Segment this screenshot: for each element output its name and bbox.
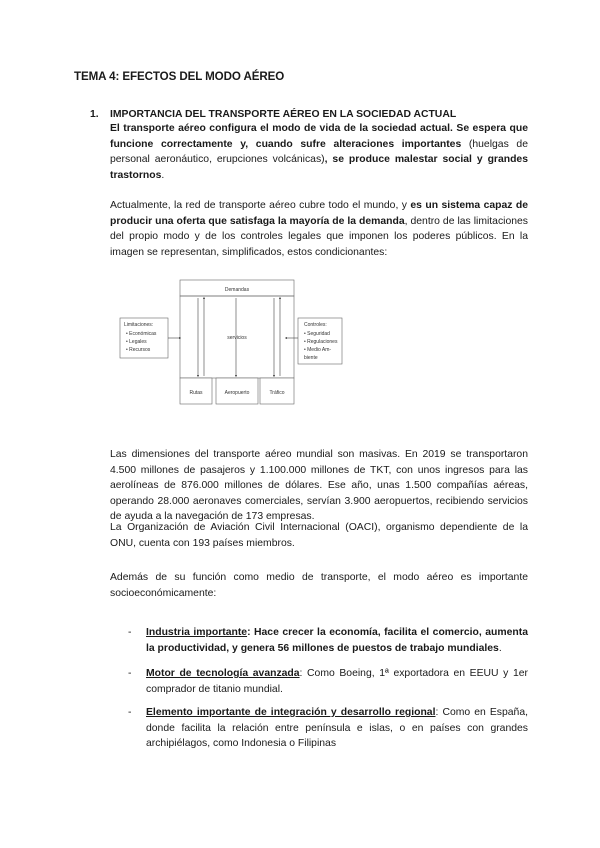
limitations-item: • Legales	[126, 339, 147, 345]
list-item-text: : Como Boeing, 1ª exportadora en EEUU y 1er comprador de titanio mundial.	[146, 668, 528, 695]
controls-item: • Seguridad	[304, 331, 330, 337]
intro-text-1: (huelgas de personal aeronáutico, erupciones volcánicas)	[110, 138, 528, 166]
airport-label: Aeropuerto	[224, 390, 250, 396]
list-item	[146, 625, 528, 656]
paragraph-oaci: La Organización de Aviación Civil Internacional (OACI), organismo dependiente de la ONU, cuenta con 193 países miembros.	[110, 522, 528, 549]
list-item-label: Motor de tecnología avanzada	[146, 668, 300, 679]
bullet-dash: -	[128, 707, 132, 718]
controls-title: Controles:	[304, 322, 327, 328]
list-item-text: .	[498, 642, 502, 654]
controls-item: • Regulaciones	[304, 339, 338, 345]
diagram-svg	[118, 276, 344, 408]
section-heading-text: IMPORTANCIA DEL TRANSPORTE AÉREO EN LA SOCIEDAD ACTUAL	[110, 109, 457, 120]
conditions-diagram	[118, 276, 344, 408]
controls-item: • Medio Am-	[304, 347, 332, 353]
bullet-dash: -	[128, 627, 132, 638]
limitations-item: • Económicas	[126, 331, 157, 337]
intro-bold-1: El transporte aéreo configura el modo de vida de la sociedad actual. Se espera que funcione correctamente y, cuando sufre alteraciones importantes	[110, 123, 528, 150]
routes-label: Rutas	[189, 390, 203, 396]
list-item	[146, 705, 528, 752]
intro-bold-2: , se produce malestar social y grandes trastornos	[110, 154, 528, 181]
list-item-bold: : Hace crecer la economía, facilita el comercio, aumenta la productividad, y genera 56 millones de puestos de trabajo mundiales	[146, 627, 528, 654]
network-text-2: , dentro de las limitaciones del propio modo y de los controles legales que imponen los poderes públicos. En la imagen se representan, simplificados, estos condicionantes:	[110, 215, 528, 258]
list-item-label: Elemento importante de integración y desarrollo regional	[146, 707, 436, 718]
paragraph-socioeconomic: Además de su función como medio de transporte, el modo aéreo es importante socioeconómicamente:	[110, 572, 528, 599]
paragraph-network	[110, 198, 528, 260]
list-item	[146, 666, 528, 697]
list-item-text: : Como en España, donde facilita la relación entre península e islas, o en países con grandes archipiélagos, como Indonesia o Filipinas	[146, 707, 529, 750]
section-number: 1.	[90, 109, 99, 120]
traffic-label: Tráfico	[269, 390, 285, 396]
limitations-item: • Recursos	[126, 347, 151, 353]
list-item-label: Industria importante	[146, 627, 248, 638]
network-bold: es un sistema capaz de producir una oferta que satisfaga la mayoría de la demanda	[110, 200, 528, 227]
demand-label: Demandas	[224, 287, 250, 293]
limitations-title: Limitaciones:	[124, 322, 154, 328]
bullet-dash: -	[128, 668, 132, 679]
controls-item: biente	[304, 355, 318, 361]
intro-text-2: .	[161, 169, 165, 181]
page-title: TEMA 4: EFECTOS DEL MODO AÉREO	[74, 70, 285, 83]
paragraph-intro	[110, 121, 528, 183]
services-label: servicios	[227, 335, 247, 341]
section-heading	[90, 109, 456, 120]
network-text-1: Actualmente, la red de transporte aéreo cubre todo el mundo, y	[110, 200, 411, 211]
paragraph-dimensions: Las dimensiones del transporte aéreo mundial son masivas. En 2019 se transportaron 4.500 millones de pasajeros y 1.100.000 millones de TKT, con unos ingresos para las aerolíneas de 876.000 millones de dólares. Ese año, unas 1.500 compañías aéreas, operando 28.000 aeronaves comerciales, servían 3.900 aeropuertos, recibiendo servicios de ayuda a la navegación de 173 empresas.	[110, 449, 528, 523]
